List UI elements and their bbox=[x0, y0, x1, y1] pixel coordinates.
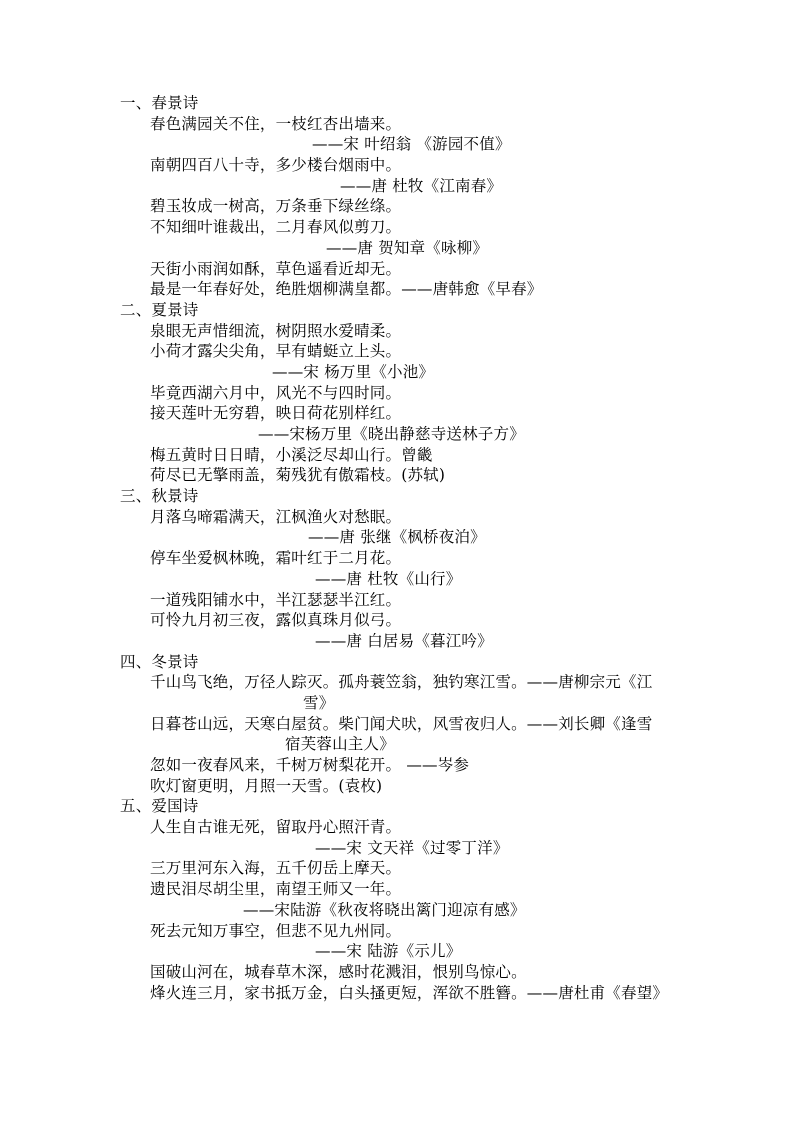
poem-attribution: ——唐 杜牧《山行》 bbox=[315, 569, 462, 588]
section-heading: 四、冬景诗 bbox=[120, 652, 199, 671]
poem-line: 天街小雨润如酥，草色遥看近却无。 bbox=[150, 259, 402, 278]
poem-line: 三万里河东入海，五千仞岳上摩天。 bbox=[150, 859, 402, 878]
poem-attribution: ——唐 白居易《暮江吟》 bbox=[315, 631, 493, 650]
section-heading: 五、爱国诗 bbox=[120, 797, 199, 816]
poem-document bbox=[0, 93, 794, 1003]
poem-line: 千山鸟飞绝，万径人踪灭。孤舟蓑笠翁，独钓寒江雪。——唐柳宗元《江 bbox=[150, 673, 653, 692]
poem-line: 不知细叶谁裁出，二月春风似剪刀。 bbox=[150, 218, 402, 237]
poem-line: 春色满园关不住，一枝红杏出墙来。 bbox=[150, 114, 402, 133]
poem-line: 南朝四百八十寺，多少楼台烟雨中。 bbox=[150, 156, 402, 175]
poem-line: 死去元知万事空，但悲不见九州同。 bbox=[150, 921, 402, 940]
poem-line: 日暮苍山远，天寒白屋贫。柴门闻犬吠，风雪夜归人。——刘长卿《逢雪 bbox=[150, 714, 653, 733]
poem-line: 毕竟西湖六月中，风光不与四时同。 bbox=[150, 383, 402, 402]
poem-line: 忽如一夜春风来，千树万树梨花开。 ——岑参 bbox=[150, 756, 470, 774]
poem-line: 最是一年春好处，绝胜烟柳满皇都。——唐韩愈《早春》 bbox=[150, 280, 543, 299]
poem-line: 碧玉妆成一树高，万条垂下绿丝绦。 bbox=[150, 197, 402, 216]
section-heading: 一、春景诗 bbox=[120, 94, 199, 112]
poem-line: 小荷才露尖尖角，早有蜻蜓立上头。 bbox=[150, 342, 402, 361]
poem-attribution: ——唐 贺知章《咏柳》 bbox=[326, 238, 489, 257]
section-heading: 三、秋景诗 bbox=[120, 487, 199, 506]
poem-line: 泉眼无声惜细流，树阴照水爱晴柔。 bbox=[150, 321, 402, 340]
poem-attribution: ——唐 杜牧《江南春》 bbox=[340, 176, 503, 195]
poem-line: 月落乌啼霜满天，江枫渔火对愁眠。 bbox=[150, 507, 402, 526]
poem-attribution: ——宋 文天祥《过零丁洋》 bbox=[315, 838, 509, 857]
poem-line: 可怜九月初三夜，露似真珠月似弓。 bbox=[150, 611, 402, 630]
poem-attribution: ——唐 张继《枫桥夜泊》 bbox=[308, 528, 486, 547]
poem-line: 烽火连三月，家书抵万金，白头搔更短，浑欲不胜簪。——唐杜甫《春望》 bbox=[150, 983, 669, 1002]
poem-attribution: 雪》 bbox=[303, 693, 335, 712]
poem-line: 人生自古谁无死，留取丹心照汗青。 bbox=[150, 818, 402, 837]
section-heading: 二、夏景诗 bbox=[120, 300, 199, 319]
poem-line: 吹灯窗更明，月照一天雪。(袁枚) bbox=[150, 776, 383, 795]
poem-line: 国破山河在，城春草木深，感时花溅泪，恨别鸟惊心。 bbox=[150, 962, 527, 981]
poem-line: 梅五黄时日日晴，小溪泛尽却山行。曾畿 bbox=[150, 445, 433, 464]
poem-attribution: ——宋 陆游《示儿》 bbox=[315, 942, 462, 961]
poem-line: 荷尽已无擎雨盖，菊残犹有傲霜枝。(苏轼) bbox=[150, 466, 446, 485]
poem-line: 停车坐爱枫林晚，霜叶红于二月花。 bbox=[150, 549, 402, 568]
poem-attribution: ——宋 杨万里《小池》 bbox=[272, 362, 435, 381]
poem-attribution: 宿芙蓉山主人》 bbox=[285, 735, 395, 754]
poem-line: 一道残阳铺水中，半江瑟瑟半江红。 bbox=[150, 590, 402, 609]
poem-attribution: ——宋杨万里《晓出静慈寺送林子方》 bbox=[258, 425, 525, 443]
poem-line: 接天莲叶无穷碧，映日荷花别样红。 bbox=[150, 404, 402, 423]
poem-attribution: ——宋陆游《秋夜将晓出篱门迎凉有感》 bbox=[243, 900, 526, 919]
poem-line: 遗民泪尽胡尘里，南望王师又一年。 bbox=[150, 880, 402, 899]
poem-attribution: ——宋 叶绍翁 《游园不值》 bbox=[312, 135, 511, 154]
